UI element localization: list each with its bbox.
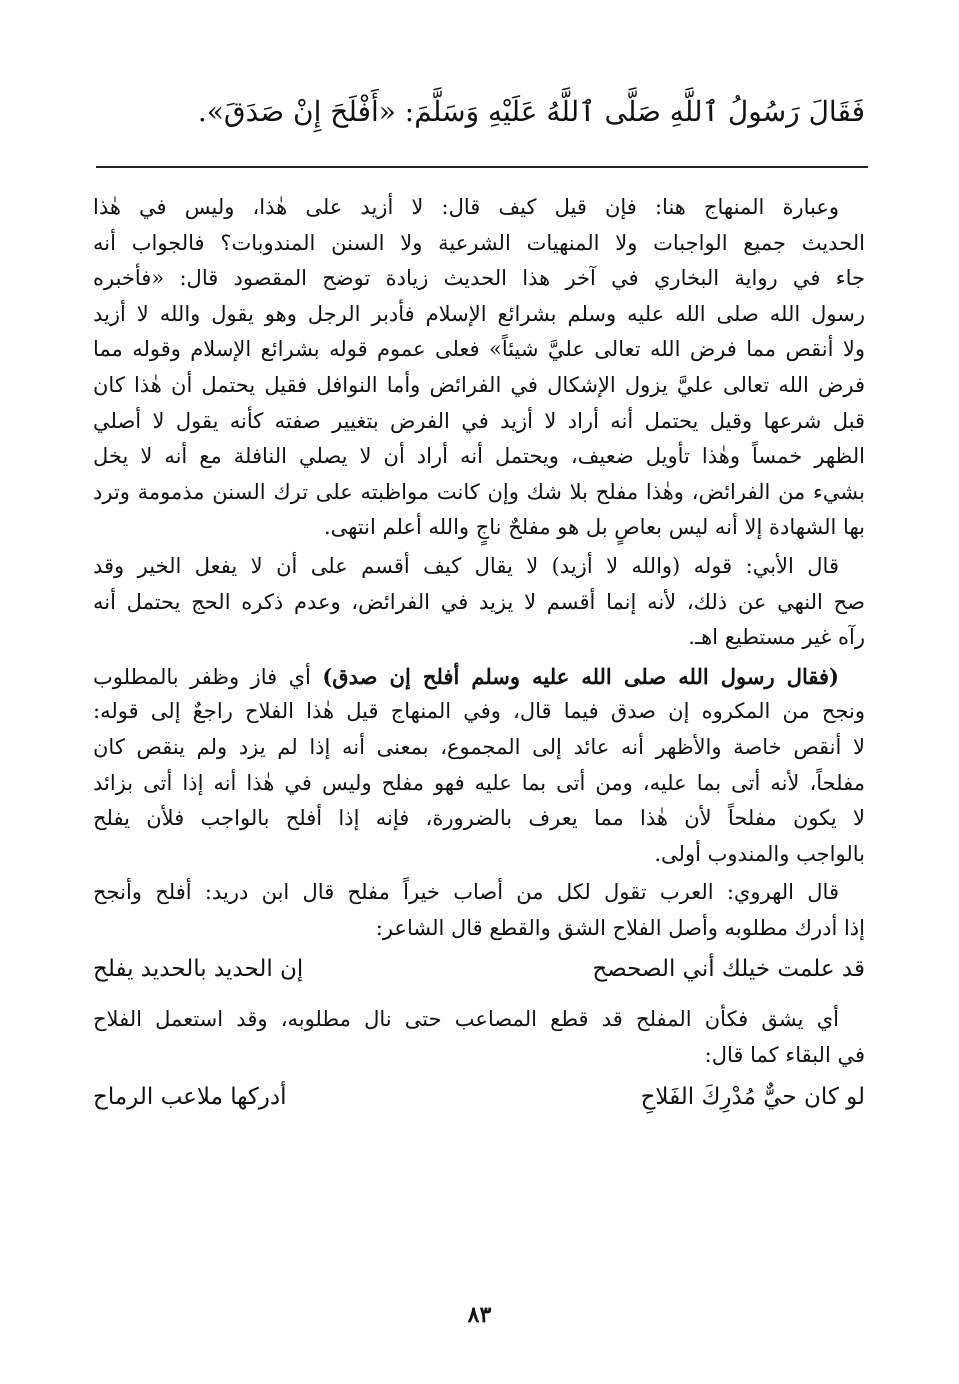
text-line <box>93 659 865 695</box>
text-line: جاء في رواية البخاري في آخر هذا الحديث زيادة توضح المقصود قال: «فأخبره <box>93 266 865 291</box>
divider-line <box>96 166 868 168</box>
text-line: قال الأبي: قوله (والله لا أزيد) لا يقال كيف أقسم على أن لا يفعل الخير وقد <box>93 553 839 578</box>
text-line: رآه غير مستطيع اهـ. <box>688 625 865 650</box>
verse-first-hemistich: قد علمت خيلك أني الصحصح <box>592 956 865 983</box>
commentary-body <box>93 190 865 1130</box>
verse-second-hemistich: أدركها ملاعب الرماح <box>93 1083 287 1110</box>
text-line: في البقاء كما قال: <box>704 1043 865 1068</box>
commentary-paragraph-5 <box>93 1002 865 1073</box>
text-line: لا يكون مفلحاً لأن هٰذا مما يعرف بالضرورة، فإنه إذا أفلح بالواجب فلأن يفلح <box>93 806 865 831</box>
text-line: رسول الله صلى الله عليه وسلم بشرائع الإسلام فأدبر الرجل وهو يقول والله لا أزيد <box>93 301 865 326</box>
hadith-quote-explanation: أي فاز وظفر بالمطلوب <box>93 664 323 689</box>
poetry-verse-2 <box>93 1080 865 1122</box>
text-line: فرض الله تعالى عليَّ يزول الإشكال في الفرائض وأما النوافل فقيل يحتمل أن هٰذا كان <box>93 372 865 397</box>
text-line: الحديث جميع الواجبات ولا المنهيات الشرعية ولا السنن المندوبات؟ فالجواب أنه <box>93 230 865 255</box>
verse-second-hemistich: إن الحديد بالحديد يفلح <box>93 956 304 983</box>
text-line: ونجح من المكروه إن صدق فيما قال، وفي المنهاج قيل هٰذا الفلاح راجعٌ إلى قوله: <box>93 699 865 724</box>
text-line: ولا أنقص مما فرض الله تعالى عليَّ شيئاً» فعلى عموم قوله بشرائع الإسلام وقوله مما <box>93 337 865 362</box>
text-line: لا أنقص خاصة والأظهر أنه عائد إلى المجموع، بمعنى أنه إذا لم يزد ولم ينقص كان <box>93 734 865 759</box>
text-line: أي يشق فكأن المفلح قد قطع المصاعب حتى نال مطلوبه، وقد استعمل الفلاح <box>93 1007 839 1032</box>
text-line: بالواجب والمندوب أولى. <box>654 841 865 866</box>
commentary-paragraph-3 <box>93 659 865 873</box>
text-line: الظهر خمساً وهٰذا تأويل ضعيف، ويحتمل أنه أراد أن لا يصلي النافلة مع أنه لا يخل <box>93 444 865 469</box>
hadith-main-text: فَقَالَ رَسُولُ ٱللَّهِ صَلَّى ٱللَّهُ عَلَيْهِ وَسَلَّمَ: «أَفْلَحَ إِنْ صَدَقَ». <box>197 95 865 128</box>
commentary-paragraph-1 <box>93 190 865 546</box>
text-line: بشيء من الفرائض، وهٰذا مفلح بلا شك وإن كانت مواظبته على ترك السنن مذمومة وترد <box>93 479 865 504</box>
hadith-quote: (فقال رسول الله صلى الله عليه وسلم أفلح إن صدق) <box>322 663 839 689</box>
commentary-paragraph-2 <box>93 549 865 656</box>
text-line: بها الشهادة إلا أنه ليس بعاصٍ بل هو مفلحٌ ناجٍ والله أعلم انتهى. <box>323 515 865 540</box>
verse-first-hemistich: لو كان حيٌّ مُدْرِكَ الفَلاحِ <box>640 1083 865 1110</box>
text-line: قال الهروي: العرب تقول لكل من أصاب خيراً مفلح قال ابن دريد: أفلح وأنجح <box>93 880 839 905</box>
poetry-verse-1 <box>93 952 865 994</box>
commentary-paragraph-4 <box>93 875 865 946</box>
page-number: ٨٣ <box>467 1302 492 1328</box>
text-line: وعبارة المنهاج هنا: فإن قيل كيف قال: لا أزيد على هٰذا، وليس في هٰذا <box>93 195 839 219</box>
text-line: صح النهي عن ذلك، لأنه إنما أقسم لا يزيد في الفرائض، وعدم ذكره الحج يحتمل أنه <box>93 589 865 614</box>
text-line: إذا أدرك مطلوبه وأصل الفلاح الشق والقطع قال الشاعر: <box>375 915 865 940</box>
text-line: قبل شرعها وقيل يحتمل أنه أراد لا أزيد في الفرض بتغيير صفته كأنه يقول لا أصلي <box>93 408 865 433</box>
text-line: مفلحاً، لأنه أتى بما عليه، ومن أتى بما عليه فهو مفلح وليس في هٰذا أنه إذا أتى بزائد <box>93 770 865 795</box>
